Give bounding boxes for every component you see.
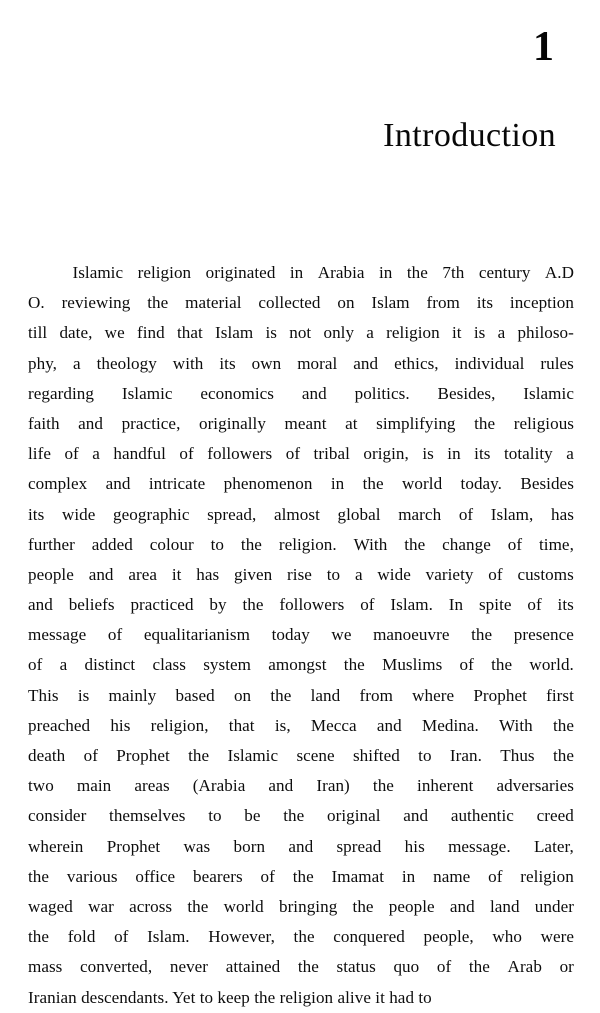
text-line: its wide geographic spread, almost global march of Islam, has	[28, 504, 574, 524]
text-line: consider themselves to be the original and authentic creed	[28, 806, 574, 826]
page-title: Introduction	[383, 117, 556, 154]
text-line: death of Prophet the Islamic scene shifted to Iran. Thus the	[28, 746, 574, 765]
text-line: message of equalitarianism today we manoeuvre the presence	[28, 625, 574, 645]
text-line: regarding Islamic economics and politics. Besides, Islamic	[28, 383, 574, 403]
text-line: phy, a theology with its own moral and ethics, individual rules	[28, 353, 574, 373]
text-line: two main areas (Arabia and Iran) the inherent adversaries	[28, 776, 574, 796]
text-line: Iranian descendants. Yet to keep the religion alive it had to	[28, 987, 432, 1007]
text-line: complex and intricate phenomenon in the world today. Besides	[28, 474, 574, 494]
text-line: the various office bearers of the Imamat in name of religion	[28, 866, 574, 886]
text-line: of a distinct class system amongst the Muslims of the world.	[28, 655, 574, 675]
text-line: mass converted, never attained the status quo of the Arab or	[28, 957, 574, 977]
text-line: faith and practice, originally meant at simplifying the religious	[28, 413, 574, 433]
text-line: till date, we find that Islam is not only a religion it is a philoso-	[28, 323, 574, 343]
text-line: waged war across the world bringing the people and land under	[28, 896, 574, 916]
paragraph-indent	[28, 258, 58, 288]
text-line: wherein Prophet was born and spread his message. Later,	[28, 836, 574, 856]
text-line: Islamic religion originated in Arabia in the 7th century A.D	[28, 258, 574, 288]
text-line: further added colour to the religion. With the change of time,	[28, 534, 574, 554]
text-line: This is mainly based on the land from where Prophet first	[28, 685, 574, 705]
text-line: O. reviewing the material collected on Islam from its inception	[28, 293, 574, 313]
body-paragraph	[28, 258, 574, 1013]
text-line: the fold of Islam. However, the conquered people, who were	[28, 927, 574, 947]
text-line: people and area it has given rise to a wide variety of customs	[28, 564, 574, 584]
chapter-number: 1	[533, 24, 554, 70]
text-line: preached his religion, that is, Mecca and Medina. With the	[28, 715, 574, 735]
text-line: and beliefs practiced by the followers of Islam. In spite of its	[28, 595, 574, 615]
text-line: life of a handful of followers of tribal origin, is in its totality a	[28, 444, 574, 464]
